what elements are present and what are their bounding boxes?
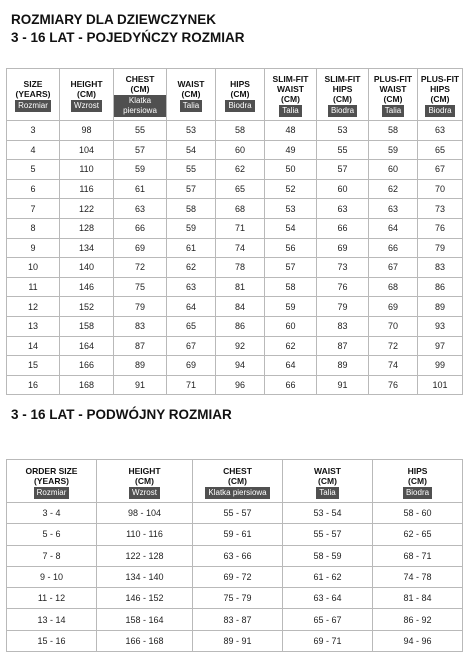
double-header-cell	[373, 460, 463, 503]
single-header-cell	[60, 69, 114, 121]
single-header-cell	[114, 69, 167, 121]
table-row	[7, 524, 463, 545]
table-cell: 104	[60, 140, 114, 160]
table-cell: 122	[60, 199, 114, 219]
table-cell: 76	[369, 375, 418, 395]
table-cell: 81 - 84	[373, 588, 463, 609]
table-cell: 60	[317, 179, 369, 199]
header-polish-label: Wzrost	[129, 487, 160, 499]
single-header-cell	[418, 69, 463, 121]
table-cell: 58	[265, 277, 317, 297]
header-unit: (CM)	[383, 94, 403, 104]
double-header-row	[7, 460, 463, 503]
header-unit: (CM)	[130, 84, 150, 94]
table-cell: 146	[60, 277, 114, 297]
table-row	[7, 199, 463, 219]
header-label: CHEST	[223, 465, 252, 476]
table-cell: 63	[167, 277, 216, 297]
table-cell: 65	[167, 316, 216, 336]
single-header-cell	[167, 69, 216, 121]
table-cell: 65	[418, 140, 463, 160]
table-cell: 83	[114, 316, 167, 336]
table-cell: 58 - 59	[283, 545, 373, 566]
table-cell: 50	[265, 160, 317, 180]
table-cell: 53	[167, 121, 216, 141]
table-cell: 71	[216, 218, 265, 238]
table-cell: 62 - 65	[373, 524, 463, 545]
table-cell: 63 - 66	[193, 545, 283, 566]
single-size-table	[6, 68, 463, 395]
table-cell: 66	[114, 218, 167, 238]
table-row	[7, 356, 463, 376]
table-cell: 87	[114, 336, 167, 356]
header-label: HIPS	[230, 79, 250, 89]
table-cell: 6	[7, 179, 60, 199]
table-cell: 72	[114, 258, 167, 278]
table-cell: 13 - 14	[7, 609, 97, 630]
table-cell: 55 - 57	[193, 503, 283, 524]
table-cell: 166 - 168	[97, 630, 193, 651]
table-cell: 7 - 8	[7, 545, 97, 566]
table-row	[7, 566, 463, 587]
table-cell: 62	[369, 179, 418, 199]
header-label: WAIST	[314, 465, 341, 476]
table-cell: 53	[265, 199, 317, 219]
table-cell: 5	[7, 160, 60, 180]
table-cell: 59	[265, 297, 317, 317]
table-cell: 58	[216, 121, 265, 141]
table-cell: 152	[60, 297, 114, 317]
header-polish-label: Biodra	[425, 105, 454, 117]
single-header-cell	[216, 69, 265, 121]
table-cell: 79	[418, 238, 463, 258]
header-unit: (CM)	[333, 94, 352, 104]
header-polish-label: Biodra	[403, 487, 432, 499]
table-cell: 60	[265, 316, 317, 336]
double-size-table	[6, 459, 463, 652]
table-cell: 56	[265, 238, 317, 258]
table-cell: 97	[418, 336, 463, 356]
header-label: ORDER SIZE	[25, 465, 78, 476]
table-cell: 70	[418, 179, 463, 199]
table-row	[7, 218, 463, 238]
table-cell: 92	[216, 336, 265, 356]
table-cell: 116	[60, 179, 114, 199]
table-cell: 13	[7, 316, 60, 336]
table-cell: 94	[216, 356, 265, 376]
table-cell: 91	[317, 375, 369, 395]
table-cell: 69 - 72	[193, 566, 283, 587]
table-cell: 67	[369, 258, 418, 278]
table-cell: 79	[114, 297, 167, 317]
table-cell: 63	[114, 199, 167, 219]
table-cell: 74 - 78	[373, 566, 463, 587]
table-cell: 59	[167, 218, 216, 238]
table-cell: 74	[369, 356, 418, 376]
table-row	[7, 258, 463, 278]
header-polish-label: Talia	[180, 100, 202, 112]
header-label: SLIM-FIT HIPS	[324, 74, 361, 94]
table-cell: 69	[167, 356, 216, 376]
table-cell: 128	[60, 218, 114, 238]
table-cell: 63	[369, 199, 418, 219]
table-cell: 158 - 164	[97, 609, 193, 630]
header-unit: (CM)	[135, 475, 154, 486]
table-cell: 63 - 64	[283, 588, 373, 609]
header-polish-label: Talia	[382, 105, 404, 117]
table-cell: 68	[216, 199, 265, 219]
single-header-cell	[265, 69, 317, 121]
single-header-cell	[369, 69, 418, 121]
header-polish-label: Biodra	[225, 100, 254, 112]
double-size-title: 3 - 16 LAT - PODWÓJNY ROZMIAR	[11, 407, 232, 422]
header-label: SIZE	[23, 79, 43, 89]
table-row	[7, 630, 463, 651]
table-cell: 61	[167, 238, 216, 258]
table-cell: 64	[167, 297, 216, 317]
table-cell: 61	[114, 179, 167, 199]
table-cell: 91	[114, 375, 167, 395]
table-cell: 60	[216, 140, 265, 160]
table-row	[7, 316, 463, 336]
header-label: PLUS-FIT HIPS	[420, 74, 460, 94]
title-line-2: 3 - 16 LAT - POJEDYŃCZY ROZMIAR	[11, 30, 245, 45]
table-cell: 63	[418, 121, 463, 141]
table-cell: 101	[418, 375, 463, 395]
table-cell: 84	[216, 297, 265, 317]
table-row	[7, 609, 463, 630]
table-row	[7, 277, 463, 297]
table-cell: 72	[369, 336, 418, 356]
table-cell: 69 - 71	[283, 630, 373, 651]
table-cell: 66	[265, 375, 317, 395]
table-row	[7, 297, 463, 317]
table-cell: 65	[216, 179, 265, 199]
table-cell: 63	[317, 199, 369, 219]
table-cell: 87	[317, 336, 369, 356]
header-label: WAIST	[177, 79, 205, 89]
table-cell: 11 - 12	[7, 588, 97, 609]
table-cell: 5 - 6	[7, 524, 97, 545]
header-unit: (YEARS)	[15, 89, 51, 99]
table-cell: 98	[60, 121, 114, 141]
table-row	[7, 160, 463, 180]
table-cell: 48	[265, 121, 317, 141]
title-line-1: ROZMIARY DLA DZIEWCZYNEK	[11, 12, 216, 27]
table-row	[7, 179, 463, 199]
header-polish-label: Rozmiar	[15, 100, 51, 112]
table-cell: 86 - 92	[373, 609, 463, 630]
header-unit: (CM)	[230, 89, 250, 99]
header-unit: (CM)	[228, 475, 247, 486]
table-cell: 54	[167, 140, 216, 160]
table-cell: 81	[216, 277, 265, 297]
table-cell: 53 - 54	[283, 503, 373, 524]
header-polish-label: Talia	[279, 105, 301, 117]
table-cell: 168	[60, 375, 114, 395]
double-header-cell	[7, 460, 97, 503]
table-cell: 164	[60, 336, 114, 356]
table-cell: 10	[7, 258, 60, 278]
table-cell: 146 - 152	[97, 588, 193, 609]
table-cell: 55	[317, 140, 369, 160]
table-cell: 140	[60, 258, 114, 278]
table-cell: 55	[167, 160, 216, 180]
table-cell: 78	[216, 258, 265, 278]
table-cell: 12	[7, 297, 60, 317]
table-cell: 71	[167, 375, 216, 395]
table-cell: 60	[369, 160, 418, 180]
table-cell: 94 - 96	[373, 630, 463, 651]
single-header-row	[7, 69, 463, 121]
single-header-cell	[317, 69, 369, 121]
table-cell: 14	[7, 336, 60, 356]
header-polish-label: Klatka piersiowa	[114, 95, 166, 117]
table-cell: 89	[418, 297, 463, 317]
table-cell: 62	[265, 336, 317, 356]
table-cell: 79	[317, 297, 369, 317]
table-cell: 62	[167, 258, 216, 278]
header-polish-label: Biodra	[328, 105, 357, 117]
table-cell: 15	[7, 356, 60, 376]
table-row	[7, 375, 463, 395]
table-cell: 4	[7, 140, 60, 160]
table-cell: 70	[369, 316, 418, 336]
table-cell: 11	[7, 277, 60, 297]
table-cell: 110	[60, 160, 114, 180]
table-cell: 110 - 116	[97, 524, 193, 545]
header-unit: (CM)	[318, 475, 337, 486]
table-cell: 99	[418, 356, 463, 376]
table-row	[7, 336, 463, 356]
table-cell: 57	[317, 160, 369, 180]
table-cell: 58	[167, 199, 216, 219]
table-cell: 68	[369, 277, 418, 297]
single-header-cell	[7, 69, 60, 121]
table-cell: 75	[114, 277, 167, 297]
table-cell: 57	[114, 140, 167, 160]
header-label: HEIGHT	[128, 465, 161, 476]
table-cell: 96	[216, 375, 265, 395]
table-cell: 58 - 60	[373, 503, 463, 524]
table-cell: 83 - 87	[193, 609, 283, 630]
table-row	[7, 503, 463, 524]
page-title	[11, 11, 245, 47]
header-polish-label: Klatka piersiowa	[205, 487, 269, 499]
table-cell: 53	[317, 121, 369, 141]
table-cell: 64	[265, 356, 317, 376]
table-cell: 58	[369, 121, 418, 141]
header-unit: (CM)	[430, 94, 450, 104]
header-label: HIPS	[407, 465, 428, 476]
table-cell: 61 - 62	[283, 566, 373, 587]
table-cell: 66	[317, 218, 369, 238]
table-cell: 89 - 91	[193, 630, 283, 651]
table-cell: 122 - 128	[97, 545, 193, 566]
table-row	[7, 588, 463, 609]
table-cell: 57	[167, 179, 216, 199]
table-cell: 75 - 79	[193, 588, 283, 609]
table-cell: 3 - 4	[7, 503, 97, 524]
table-cell: 86	[216, 316, 265, 336]
header-label: HEIGHT	[70, 79, 103, 89]
double-header-cell	[283, 460, 373, 503]
table-cell: 73	[317, 258, 369, 278]
table-cell: 55	[114, 121, 167, 141]
table-cell: 83	[317, 316, 369, 336]
table-cell: 73	[418, 199, 463, 219]
table-cell: 8	[7, 218, 60, 238]
table-cell: 59 - 61	[193, 524, 283, 545]
header-unit: (CM)	[408, 475, 427, 486]
table-cell: 59	[114, 160, 167, 180]
table-cell: 9	[7, 238, 60, 258]
table-cell: 89	[317, 356, 369, 376]
header-label: CHEST	[125, 74, 155, 84]
table-cell: 69	[317, 238, 369, 258]
table-cell: 66	[369, 238, 418, 258]
table-cell: 64	[369, 218, 418, 238]
table-cell: 15 - 16	[7, 630, 97, 651]
table-cell: 76	[317, 277, 369, 297]
table-cell: 9 - 10	[7, 566, 97, 587]
table-cell: 166	[60, 356, 114, 376]
table-row	[7, 140, 463, 160]
table-cell: 76	[418, 218, 463, 238]
table-cell: 98 - 104	[97, 503, 193, 524]
table-row	[7, 121, 463, 141]
header-polish-label: Rozmiar	[34, 487, 70, 499]
table-cell: 7	[7, 199, 60, 219]
table-cell: 16	[7, 375, 60, 395]
table-cell: 67	[167, 336, 216, 356]
table-row	[7, 545, 463, 566]
double-header-cell	[193, 460, 283, 503]
table-cell: 86	[418, 277, 463, 297]
table-cell: 74	[216, 238, 265, 258]
header-unit: (CM)	[281, 94, 300, 104]
table-cell: 62	[216, 160, 265, 180]
table-cell: 69	[369, 297, 418, 317]
table-cell: 55 - 57	[283, 524, 373, 545]
header-polish-label: Wzrost	[71, 100, 102, 112]
header-unit: (CM)	[77, 89, 96, 99]
table-cell: 57	[265, 258, 317, 278]
header-unit: (YEARS)	[34, 475, 69, 486]
header-label: SLIM-FIT WAIST	[272, 74, 309, 94]
table-cell: 52	[265, 179, 317, 199]
table-row	[7, 238, 463, 258]
table-cell: 54	[265, 218, 317, 238]
table-cell: 69	[114, 238, 167, 258]
table-cell: 49	[265, 140, 317, 160]
header-polish-label: Talia	[316, 487, 338, 499]
table-cell: 59	[369, 140, 418, 160]
table-cell: 83	[418, 258, 463, 278]
table-cell: 134	[60, 238, 114, 258]
table-cell: 134 - 140	[97, 566, 193, 587]
header-unit: (CM)	[181, 89, 201, 99]
table-cell: 3	[7, 121, 60, 141]
table-cell: 89	[114, 356, 167, 376]
table-cell: 93	[418, 316, 463, 336]
double-header-cell	[97, 460, 193, 503]
table-cell: 68 - 71	[373, 545, 463, 566]
table-cell: 65 - 67	[283, 609, 373, 630]
table-cell: 67	[418, 160, 463, 180]
table-cell: 158	[60, 316, 114, 336]
header-label: PLUS-FIT WAIST	[373, 74, 413, 94]
